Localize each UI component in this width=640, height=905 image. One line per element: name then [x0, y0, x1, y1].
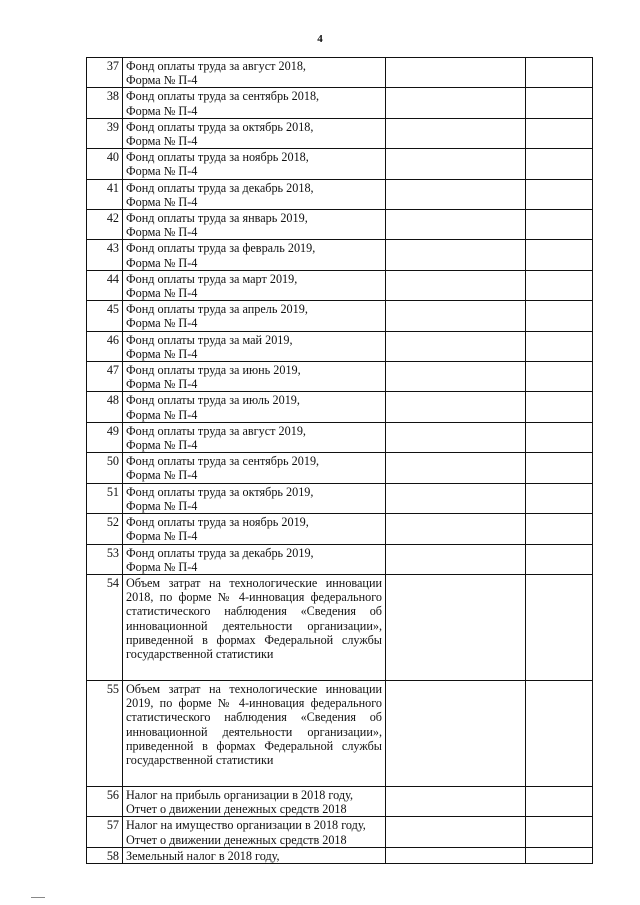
value-cell	[526, 483, 593, 513]
value-cell	[386, 483, 526, 513]
description-line: Фонд оплаты труда за май 2019,	[126, 332, 293, 347]
table-row	[87, 301, 593, 331]
description-line: Фонд оплаты труда за октябрь 2019,	[126, 484, 314, 499]
description-line: Фонд оплаты труда за сентябрь 2018,	[126, 89, 320, 104]
description-line: Фонд оплаты труда за сентябрь 2019,	[126, 454, 320, 469]
table-row	[87, 392, 593, 422]
description-line: Форма № П-4	[126, 529, 198, 544]
row-number: 39	[87, 118, 123, 148]
value-cell	[526, 270, 593, 300]
row-description	[123, 817, 386, 847]
row-description	[123, 453, 386, 483]
row-description	[123, 58, 386, 88]
row-number: 38	[87, 88, 123, 118]
row-description	[123, 118, 386, 148]
scan-mark	[31, 897, 45, 898]
row-number: 50	[87, 453, 123, 483]
row-number: 53	[87, 544, 123, 574]
value-cell	[386, 240, 526, 270]
value-cell	[386, 786, 526, 816]
description-line: Фонд оплаты труда за август 2018,	[126, 59, 306, 73]
row-description	[123, 88, 386, 118]
row-number: 52	[87, 514, 123, 544]
description-line: Налог на прибыль организации в 2018 году,	[126, 787, 353, 802]
description-line: Фонд оплаты труда за январь 2019,	[126, 211, 308, 226]
table-row	[87, 240, 593, 270]
row-description	[123, 210, 386, 240]
table-row	[87, 331, 593, 361]
value-cell	[526, 88, 593, 118]
value-cell	[526, 680, 593, 786]
table-row	[87, 483, 593, 513]
value-cell	[526, 544, 593, 574]
table-row	[87, 847, 593, 863]
row-number: 57	[87, 817, 123, 847]
value-cell	[386, 392, 526, 422]
value-cell	[386, 118, 526, 148]
table-body	[87, 58, 593, 864]
description-line: Форма № П-4	[126, 134, 198, 149]
description-line: Земельный налог в 2018 году,	[126, 848, 280, 863]
row-description	[123, 240, 386, 270]
table-row	[87, 179, 593, 209]
description-line: Фонд оплаты труда за октябрь 2018,	[126, 119, 314, 134]
row-description	[123, 301, 386, 331]
row-description	[123, 847, 386, 863]
table-row	[87, 544, 593, 574]
value-cell	[526, 210, 593, 240]
description-line: Форма № П-4	[126, 73, 198, 88]
value-cell	[526, 331, 593, 361]
value-cell	[386, 88, 526, 118]
row-number: 47	[87, 362, 123, 392]
description-line: Форма № П-4	[126, 225, 198, 240]
description-line: Фонд оплаты труда за декабрь 2018,	[126, 180, 314, 195]
description-line: Форма № П-4	[126, 407, 198, 422]
value-cell	[526, 58, 593, 88]
row-description	[123, 786, 386, 816]
table-row	[87, 817, 593, 847]
value-cell	[386, 422, 526, 452]
table-row	[87, 88, 593, 118]
indicator-table	[86, 57, 593, 864]
row-description	[123, 149, 386, 179]
value-cell	[386, 680, 526, 786]
row-description	[123, 392, 386, 422]
table-row	[87, 210, 593, 240]
row-description	[123, 483, 386, 513]
description-line: Фонд оплаты труда за март 2019,	[126, 271, 298, 286]
description-line: Фонд оплаты труда за июль 2019,	[126, 393, 300, 408]
table-row	[87, 422, 593, 452]
value-cell	[386, 453, 526, 483]
value-cell	[386, 331, 526, 361]
row-number: 58	[87, 847, 123, 863]
value-cell	[526, 392, 593, 422]
value-cell	[526, 149, 593, 179]
value-cell	[386, 149, 526, 179]
table-row	[87, 680, 593, 786]
description-line: Форма № П-4	[126, 377, 198, 392]
row-description	[123, 680, 386, 786]
table-row	[87, 574, 593, 680]
value-cell	[526, 817, 593, 847]
row-number: 48	[87, 392, 123, 422]
value-cell	[386, 270, 526, 300]
value-cell	[526, 179, 593, 209]
description-paragraph: Объем затрат на технологические инновации 2018, по форме № 4-инновация федерального статистического наблюдения «Сведения об инновационной деятельности организации», приведенной в формах Федеральной службы государственной статистики	[126, 575, 382, 661]
description-line: Форма № П-4	[126, 103, 198, 118]
description-line: Отчет о движении денежных средств 2018	[126, 832, 347, 847]
value-cell	[386, 847, 526, 863]
description-line: Форма № П-4	[126, 194, 198, 209]
description-line: Форма № П-4	[126, 164, 198, 179]
description-line: Форма № П-4	[126, 255, 198, 270]
value-cell	[386, 301, 526, 331]
description-line: Форма № П-4	[126, 316, 198, 331]
description-line: Фонд оплаты труда за февраль 2019,	[126, 241, 316, 256]
value-cell	[526, 422, 593, 452]
row-number: 49	[87, 422, 123, 452]
row-description	[123, 362, 386, 392]
description-line: Фонд оплаты труда за декабрь 2019,	[126, 545, 314, 560]
value-cell	[526, 574, 593, 680]
row-description	[123, 544, 386, 574]
table-row	[87, 270, 593, 300]
row-number: 40	[87, 149, 123, 179]
description-paragraph: Объем затрат на технологические инновации 2019, по форме № 4-инновация федерального статистического наблюдения «Сведения об инновационной деятельности организации», приведенной в формах Федеральной службы государственной статистики	[126, 681, 382, 767]
description-line: Фонд оплаты труда за апрель 2019,	[126, 302, 308, 317]
table-row	[87, 118, 593, 148]
row-description	[123, 331, 386, 361]
page-number: 4	[317, 33, 323, 45]
description-line: Форма № П-4	[126, 468, 198, 483]
value-cell	[386, 179, 526, 209]
description-line: Налог на имущество организации в 2018 году,	[126, 818, 366, 833]
row-description	[123, 422, 386, 452]
value-cell	[386, 58, 526, 88]
value-cell	[386, 574, 526, 680]
row-number: 51	[87, 483, 123, 513]
value-cell	[526, 301, 593, 331]
row-number: 42	[87, 210, 123, 240]
value-cell	[386, 817, 526, 847]
value-cell	[386, 514, 526, 544]
description-line: Фонд оплаты труда за ноябрь 2018,	[126, 150, 309, 165]
value-cell	[526, 786, 593, 816]
value-cell	[526, 240, 593, 270]
row-description	[123, 514, 386, 544]
table-row	[87, 149, 593, 179]
row-number: 43	[87, 240, 123, 270]
row-number: 41	[87, 179, 123, 209]
value-cell	[526, 514, 593, 544]
table-row	[87, 514, 593, 544]
row-number: 56	[87, 786, 123, 816]
row-number: 45	[87, 301, 123, 331]
description-line: Форма № П-4	[126, 498, 198, 513]
row-description	[123, 179, 386, 209]
description-line: Форма № П-4	[126, 438, 198, 453]
row-number: 46	[87, 331, 123, 361]
description-line: Форма № П-4	[126, 559, 198, 574]
description-line: Форма № П-4	[126, 286, 198, 301]
value-cell	[526, 453, 593, 483]
row-description	[123, 574, 386, 680]
value-cell	[386, 362, 526, 392]
table-row	[87, 453, 593, 483]
table-row	[87, 58, 593, 88]
table-row	[87, 786, 593, 816]
value-cell	[526, 362, 593, 392]
row-number: 55	[87, 680, 123, 786]
description-line: Фонд оплаты труда за август 2019,	[126, 423, 306, 438]
value-cell	[526, 847, 593, 863]
table-row	[87, 362, 593, 392]
description-line: Фонд оплаты труда за июнь 2019,	[126, 363, 301, 378]
value-cell	[526, 118, 593, 148]
row-number: 37	[87, 58, 123, 88]
row-description	[123, 270, 386, 300]
description-line: Отчет о движении денежных средств 2018	[126, 802, 347, 817]
value-cell	[386, 544, 526, 574]
description-line: Фонд оплаты труда за ноябрь 2019,	[126, 515, 309, 530]
value-cell	[386, 210, 526, 240]
row-number: 54	[87, 574, 123, 680]
description-line: Форма № П-4	[126, 346, 198, 361]
row-number: 44	[87, 270, 123, 300]
